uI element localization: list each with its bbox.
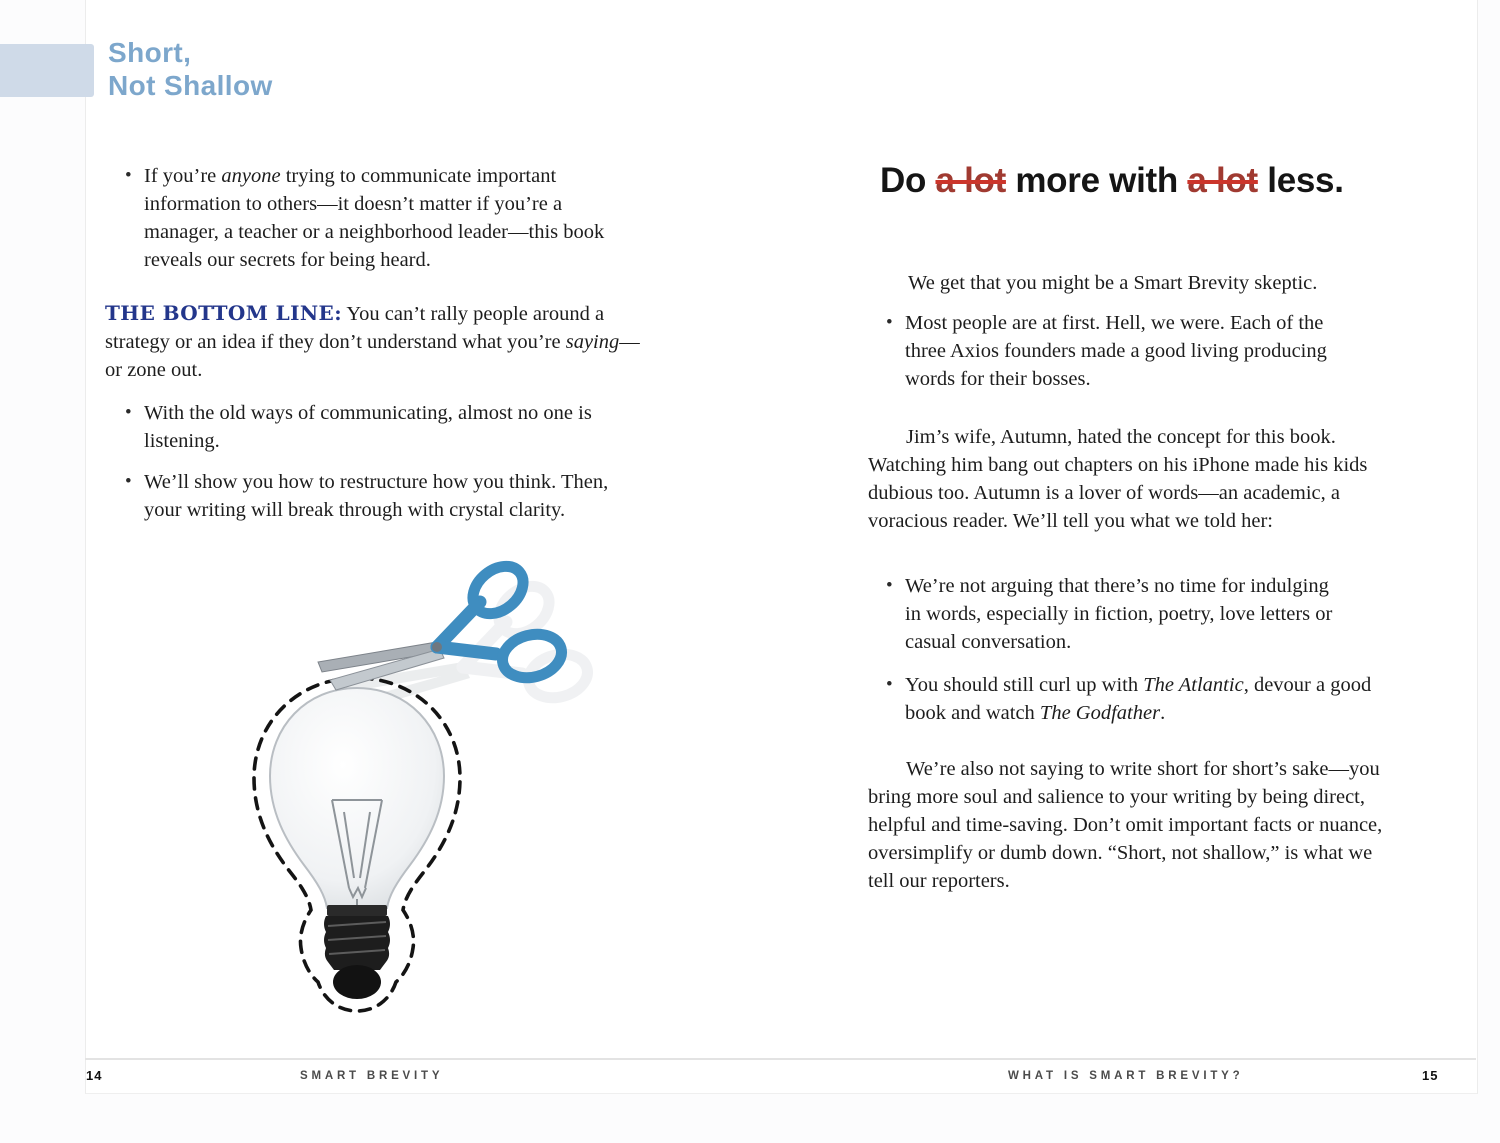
footer-rule xyxy=(85,1058,1476,1060)
bottom-line-label: THE BOTTOM LINE: xyxy=(105,301,342,325)
lightbulb-scissors-graphic xyxy=(248,550,604,1030)
left-list-item xyxy=(125,399,625,455)
right-running-head: WHAT IS SMART BREVITY? xyxy=(1008,1070,1244,1082)
left-list-item-text: We’ll show you how to restructure how you think. Then, your writing will break through with crystal clarity. xyxy=(144,471,609,521)
bullet-glyph: • xyxy=(125,471,132,492)
intro-text-italic: anyone xyxy=(221,165,281,187)
title-text: more with xyxy=(1005,161,1188,200)
bullet-3-part: , devour a good book and watch xyxy=(905,674,1372,724)
right-paragraph-2: Jim’s wife, Autumn, hated the concept for this book. Watching him bang out chapters on his iPhone made his kids dubious too. Autumn is a lover of words—an academic, a voracious reader. We’ll tell you what we told her: xyxy=(868,426,1368,532)
right-bullet-1-text: Most people are at first. Hell, we were. Each of the three Axios founders made a good living producing words for their bosses. xyxy=(905,312,1327,390)
intro-text-part: trying to communicate important information to others—it doesn’t matter if you’re a manager, a teacher or a neighborhood leader—this book reveals our secrets for being heard. xyxy=(144,165,605,271)
bullet-glyph: • xyxy=(886,674,893,695)
right-paragraph-3: We’re also not saying to write short for short’s sake—you bring more soul and salience to your writing by being direct, helpful and time-saving. Don’t omit important facts or nuance, oversimplify or dumb down. “Short, not shallow,” is what we tell our reporters. xyxy=(868,758,1383,892)
chapter-title xyxy=(108,36,273,102)
right-bullet-1 xyxy=(886,309,1366,393)
bottom-line-paragraph xyxy=(105,299,645,384)
bullet-3-part: You should still curl up with xyxy=(905,674,1144,696)
bottom-line-text: You can’t rally people around a strategy or an idea if they don’t understand what you’re xyxy=(105,303,605,353)
lightbulb-icon xyxy=(270,688,444,999)
bullet-glyph: • xyxy=(125,165,132,186)
right-bullet-3-text xyxy=(905,671,1381,727)
title-strikethrough-text: a lot xyxy=(935,161,1006,200)
intro-bullet-text xyxy=(144,162,607,274)
bullet-3-italic: The Atlantic xyxy=(1143,674,1244,696)
title-strikethrough-text: a lot xyxy=(1187,161,1258,200)
right-bullet-2-text: We’re not arguing that there’s no time for indulging in words, especially in fiction, poetry, love letters or casual conversation. xyxy=(905,575,1333,653)
left-running-head: SMART BREVITY xyxy=(300,1070,444,1082)
bullet-3-italic: The Godfather xyxy=(1039,702,1161,724)
bottom-line-italic: saying xyxy=(565,331,620,353)
cut-out-lightbulb-illustration xyxy=(248,550,604,1030)
left-list-item xyxy=(125,468,615,524)
bullet-glyph: • xyxy=(886,575,893,596)
title-text: less. xyxy=(1257,161,1344,200)
bullet-glyph: • xyxy=(125,402,132,423)
chapter-edge-tab xyxy=(0,44,94,97)
bottom-line-text: —or zone out. xyxy=(105,331,640,381)
right-bullet-2 xyxy=(886,572,1341,656)
right-page-number: 15 xyxy=(1422,1068,1439,1083)
title-text: Do xyxy=(880,161,936,200)
right-bullet-3 xyxy=(886,671,1381,727)
chapter-title-line1: Short, xyxy=(108,37,192,68)
intro-text-part: If you’re xyxy=(144,165,222,187)
intro-bullet xyxy=(125,162,607,274)
bullet-3-part: . xyxy=(1160,702,1166,724)
page-title xyxy=(880,161,1344,201)
chapter-title-line2: Not Shallow xyxy=(108,70,273,101)
left-page-number: 14 xyxy=(86,1068,103,1083)
bullet-glyph: • xyxy=(886,312,893,333)
right-paragraph-1: We get that you might be a Smart Brevity skeptic. xyxy=(908,272,1318,294)
left-list-item-text: With the old ways of communicating, almost no one is listening. xyxy=(144,402,592,452)
